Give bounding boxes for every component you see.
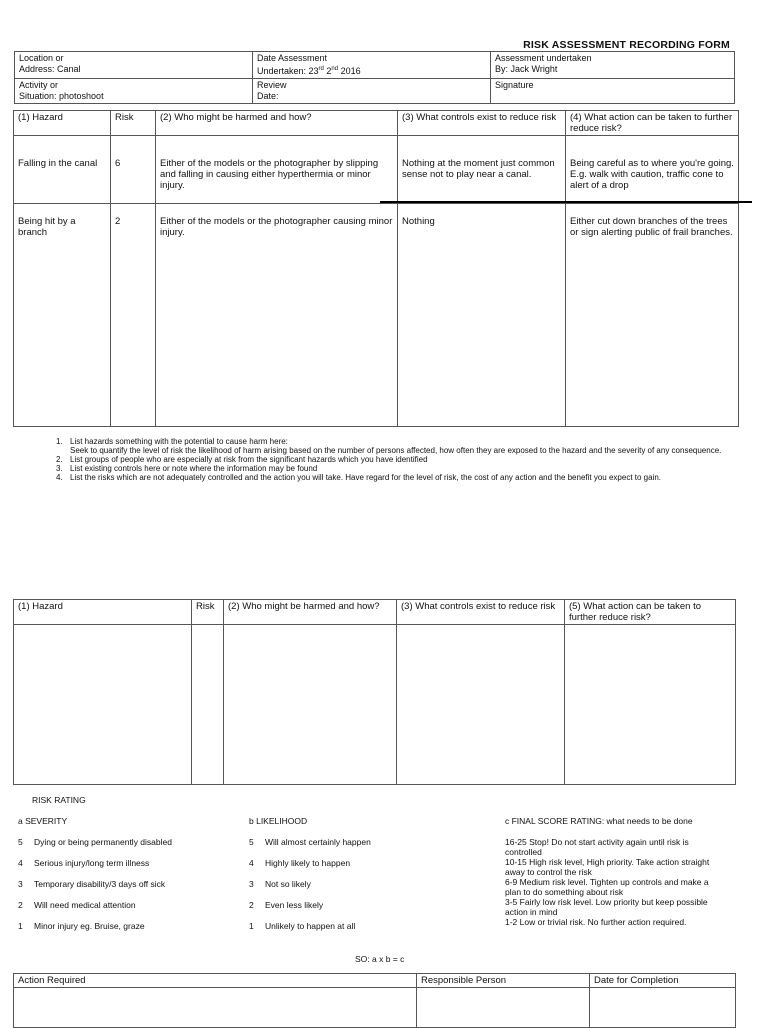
severity-item: 1 Minor injury eg. Bruise, graze <box>18 921 145 931</box>
severity-title: a SEVERITY <box>18 816 68 826</box>
review-cell <box>253 79 491 104</box>
likelihood-item: 5 Will almost certainly happen <box>249 837 371 847</box>
header-table <box>14 51 735 104</box>
form-title: RISK ASSESSMENT RECORDING FORM <box>523 39 730 51</box>
location-label: Location or <box>19 53 64 63</box>
hazard-table <box>13 110 739 427</box>
action-table <box>13 973 736 1028</box>
responsible-person-cell[interactable] <box>417 988 590 1028</box>
severity-item: 2 Will need medical attention <box>18 900 136 910</box>
date-assessment-cell <box>253 52 491 79</box>
row2-controls: Nothing <box>398 204 566 427</box>
assessment-by-cell <box>491 52 735 79</box>
date-completion-cell[interactable] <box>590 988 736 1028</box>
row2-risk: 2 <box>111 204 156 427</box>
final-score-item: 10-15 High risk level, High priority. Take action straight away to control the risk <box>505 857 710 877</box>
situation-value: Situation: photoshoot <box>19 91 104 101</box>
final-score-section <box>505 816 727 927</box>
row2-action: Either cut down branches of the trees or sign alerting public of frail branches. <box>566 204 739 427</box>
empty-cell[interactable] <box>224 625 397 785</box>
activity-label: Activity or <box>19 80 59 90</box>
empty-cell[interactable] <box>14 625 192 785</box>
instruction-item: Seek to quantify the level of risk the likelihood of harm arising based on the number of persons affected, how often they are exposed to the hazard and the severity of any consequence. <box>70 446 722 455</box>
likelihood-title: b LIKELIHOOD <box>249 816 308 826</box>
signature-label: Signature <box>495 80 534 90</box>
location-cell <box>15 52 253 79</box>
row2-hazard: Being hit by a branch <box>14 204 111 427</box>
likelihood-item: 4 Highly likely to happen <box>249 858 351 868</box>
final-score-item: 16-25 Stop! Do not start activity again until risk is controlled <box>505 837 689 857</box>
severity-item: 4 Serious injury/long term illness <box>18 858 150 868</box>
row1-risk: 6 <box>111 136 156 204</box>
severity-item: 3 Temporary disability/3 days off sick <box>18 879 166 889</box>
col-who-header: (2) Who might be harmed and how? <box>156 111 398 136</box>
likelihood-item: 3 Not so likely <box>249 879 311 889</box>
instruction-item: 1. List hazards something with the potential to cause harm here: <box>56 437 288 446</box>
severity-section <box>18 816 238 942</box>
date-assessment-label: Date Assessment <box>257 53 328 63</box>
final-score-item: 1-2 Low or trivial risk. No further action required. <box>505 917 687 927</box>
row1-controls: Nothing at the moment just common sense not to play near a canal. <box>398 136 566 204</box>
formula: SO: a x b = c <box>355 954 405 964</box>
severity-item: 5 Dying or being permanently disabled <box>18 837 172 847</box>
activity-cell <box>15 79 253 104</box>
action-required-cell[interactable] <box>14 988 417 1028</box>
address-value: Address: Canal <box>19 64 81 74</box>
date-completion-header: Date for Completion <box>590 974 736 988</box>
col-action-header: (4) What action can be taken to further reduce risk? <box>566 111 739 136</box>
col-hazard-header: (1) Hazard <box>14 111 111 136</box>
col-risk-header: Risk <box>111 111 156 136</box>
review-date: Date: <box>257 91 279 101</box>
signature-cell <box>491 79 735 104</box>
empty-cell[interactable] <box>565 625 736 785</box>
row1-action: Being careful as to where you're going. E.g. walk with caution, traffic cone to alert of a drop <box>566 136 739 204</box>
final-score-item: 3-5 Fairly low risk level. Low priority but keep possible action in mind <box>505 897 708 917</box>
empty-cell[interactable] <box>192 625 224 785</box>
instructions-list <box>56 437 736 482</box>
assessment-by-label: Assessment undertaken <box>495 53 592 63</box>
col-controls-header: (3) What controls exist to reduce risk <box>397 600 565 625</box>
final-score-title: c FINAL SCORE RATING: what needs to be done <box>505 816 693 826</box>
review-label: Review <box>257 80 287 90</box>
col-hazard-header: (1) Hazard <box>14 600 192 625</box>
col-controls-header: (3) What controls exist to reduce risk <box>398 111 566 136</box>
row1-hazard: Falling in the canal <box>14 136 111 204</box>
instruction-item: 2. List groups of people who are especially at risk from the significant hazards which you have identified <box>56 455 428 464</box>
action-required-header: Action Required <box>14 974 417 988</box>
risk-rating-title: RISK RATING <box>32 795 86 805</box>
row1-who: Either of the models or the photographer by slipping and falling in causing either hyperthermia or minor injury. <box>156 136 398 204</box>
row-divider <box>380 201 752 203</box>
likelihood-item: 2 Even less likely <box>249 900 324 910</box>
col-action-header: (5) What action can be taken to further reduce risk? <box>565 600 736 625</box>
undertaken-value: Undertaken: 23rd 2nd 2016 <box>257 66 361 76</box>
assessment-by-value: By: Jack Wright <box>495 64 558 74</box>
row2-who: Either of the models or the photographer causing minor injury. <box>156 204 398 427</box>
responsible-person-header: Responsible Person <box>417 974 590 988</box>
instruction-item: 4. List the risks which are not adequately controlled and the action you will take. Have regard for the level of risk, the cost of any action and the benefit you expect to gain. <box>56 473 662 482</box>
instruction-item: 3. List existing controls here or note where the information may be found <box>56 464 318 473</box>
likelihood-item: 1 Unlikely to happen at all <box>249 921 356 931</box>
col-who-header: (2) Who might be harmed and how? <box>224 600 397 625</box>
empty-cell[interactable] <box>397 625 565 785</box>
final-score-item: 6-9 Medium risk level. Tighten up controls and make a plan to do something about risk <box>505 877 709 897</box>
likelihood-section <box>249 816 469 942</box>
col-risk-header: Risk <box>192 600 224 625</box>
hazard-table-2 <box>13 599 736 785</box>
